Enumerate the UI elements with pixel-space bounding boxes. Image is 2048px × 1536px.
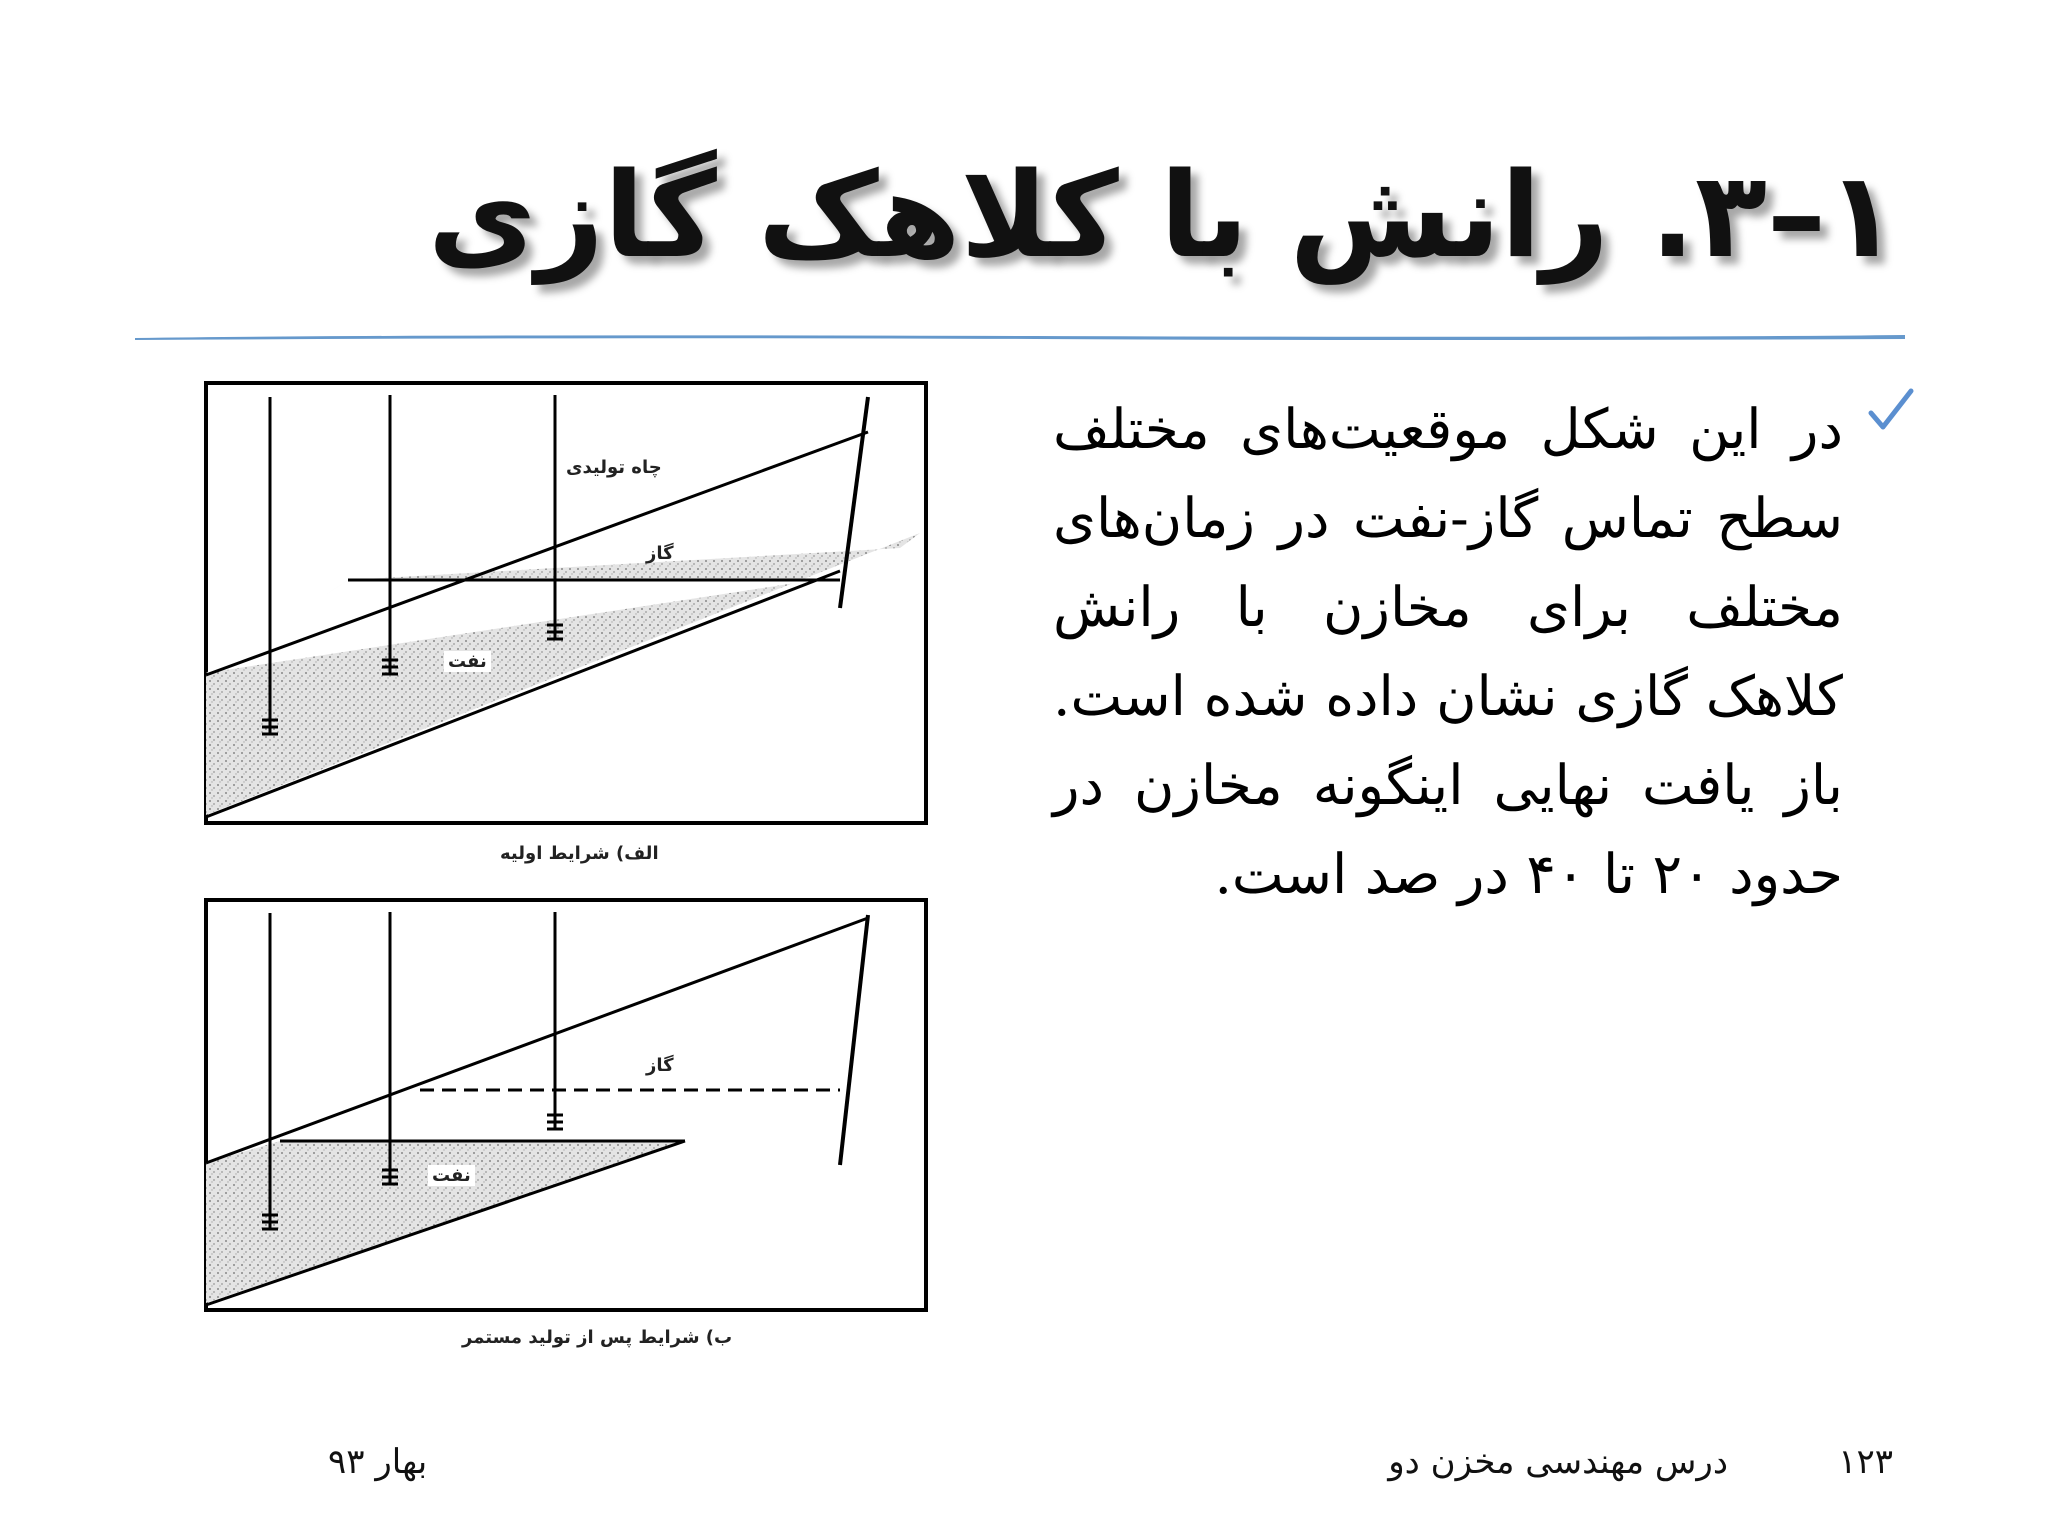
checkmark-icon xyxy=(1865,385,1915,435)
oil-label-a: نفت xyxy=(444,651,491,672)
title-divider xyxy=(135,332,1905,342)
gas-label-a: گاز xyxy=(646,543,674,564)
bullet-text: در این شکل موقعیت‌های مختلف سطح تماس گاز-نفت در زمان‌های مختلف برای مخازن با رانش کلاهک گازی نشان داده شده است. باز یافت نهایی اینگونه مخازن در حدود ۲۰ تا ۴۰ در صد است. xyxy=(1053,397,1843,906)
panel-a xyxy=(206,383,926,823)
panel-b xyxy=(206,900,926,1310)
footer-page-number: ۱۲۳ xyxy=(1838,1442,1893,1482)
well-label: چاه تولیدی xyxy=(566,457,662,478)
caption-b: ب) شرایط پس از تولید مستمر xyxy=(462,1327,733,1348)
bullet-item xyxy=(1053,385,1913,919)
footer-course: درس مهندسی مخزن دو xyxy=(1388,1442,1728,1482)
gas-label-b: گاز xyxy=(646,1055,674,1076)
reservoir-diagram xyxy=(200,375,960,1365)
caption-a: الف) شرایط اولیه xyxy=(500,843,659,864)
reservoir-figure xyxy=(200,375,960,1365)
slide-title: ۱–۳. رانش با کلاهک گازی xyxy=(427,146,1898,284)
footer-term: بهار ۹۳ xyxy=(328,1442,428,1482)
oil-label-b: نفت xyxy=(428,1165,475,1186)
